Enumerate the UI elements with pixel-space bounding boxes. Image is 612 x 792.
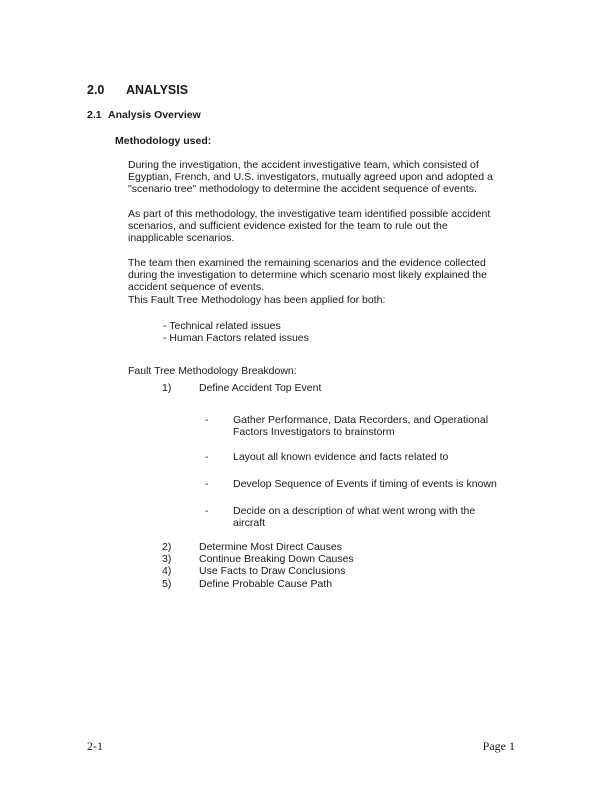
paragraph-line: The team then examined the remaining scenarios and the evidence collected: [128, 257, 486, 269]
paragraph-team-examination: [128, 257, 487, 306]
sub-bullet-text: [233, 414, 488, 438]
step-number: 2): [162, 541, 172, 553]
sub-bullet-text: [233, 505, 475, 529]
numbered-step-list: [162, 541, 354, 590]
paragraph-line: During the investigation, the accident investigative team, which consisted of: [128, 159, 479, 171]
paragraph-line: inapplicable scenarios.: [128, 232, 235, 245]
numbered-step-4: [162, 565, 354, 577]
numbered-step-5: [162, 578, 354, 590]
issue-bullet-list: [163, 320, 309, 344]
step-number: 3): [162, 553, 172, 566]
step-number: 4): [162, 565, 172, 578]
paragraph-line: As part of this methodology, the investigative team identified possible accident: [128, 208, 491, 220]
bullet-dash: -: [205, 505, 209, 517]
numbered-step-2: [162, 541, 354, 553]
subsection-heading: [87, 109, 201, 121]
paragraph-line: during the investigation to determine which scenario most likely explained the: [128, 269, 487, 282]
sub-bullet-layout: [205, 451, 448, 463]
methodology-heading: Methodology used:: [115, 135, 212, 147]
page-footer: [87, 739, 515, 753]
paragraph-line: This Fault Tree Methodology has been applied for both:: [128, 293, 386, 306]
paragraph-line: scenarios, and sufficient evidence existed for the team to rule out the: [128, 220, 448, 233]
step-text: Use Facts to Draw Conclusions: [199, 565, 346, 578]
step-text: Determine Most Direct Causes: [199, 541, 342, 553]
paragraph-line: accident sequence of events.: [128, 281, 265, 294]
step-text: Define Accident Top Event: [199, 382, 322, 394]
step-text: Define Probable Cause Path: [199, 577, 333, 590]
section-title: ANALYSIS: [126, 83, 189, 97]
paragraph-scenarios: [128, 208, 490, 245]
step-number: 1): [162, 382, 172, 394]
numbered-step-3: [162, 553, 354, 565]
bullet-dash: -: [205, 414, 209, 426]
sub-bullet-develop: [205, 478, 497, 490]
numbered-step-1: [162, 382, 321, 394]
bullet-item-human-factors: - Human Factors related issues: [163, 332, 309, 345]
paragraph-methodology: [128, 159, 493, 196]
subsection-number: 2.1: [87, 109, 102, 121]
sub-bullet-decide: [205, 505, 475, 529]
bullet-dash: -: [205, 478, 209, 490]
sub-bullet-text: Develop Sequence of Events if timing of events is known: [233, 478, 497, 490]
bullet-dash: -: [205, 451, 209, 463]
sub-bullet-text: Layout all known evidence and facts related to: [233, 451, 449, 463]
step-text: Continue Breaking Down Causes: [199, 553, 354, 566]
sub-bullet-line: Decide on a description of what went wrong with the: [233, 505, 476, 517]
breakdown-heading: Fault Tree Methodology Breakdown:: [128, 365, 297, 377]
paragraph-line: "scenario tree" methodology to determine the accident sequence of events.: [128, 183, 477, 196]
paragraph-line: Egyptian, French, and U.S. investigators, mutually agreed upon and adopted a: [128, 171, 493, 184]
step-number: 5): [162, 577, 172, 590]
sub-bullet-line: aircraft: [233, 517, 266, 530]
section-heading: [87, 83, 188, 97]
bullet-item-technical: - Technical related issues: [163, 320, 281, 332]
sub-bullet-gather: [205, 414, 488, 438]
footer-section-page-number: 2-1: [87, 739, 103, 753]
sub-bullet-line: Gather Performance, Data Recorders, and Operational: [233, 414, 489, 426]
section-number: 2.0: [87, 83, 105, 97]
sub-bullet-line: Factors Investigators to brainstorm: [233, 426, 395, 439]
footer-page-number: Page 1: [482, 739, 515, 753]
subsection-title: Analysis Overview: [108, 109, 201, 121]
